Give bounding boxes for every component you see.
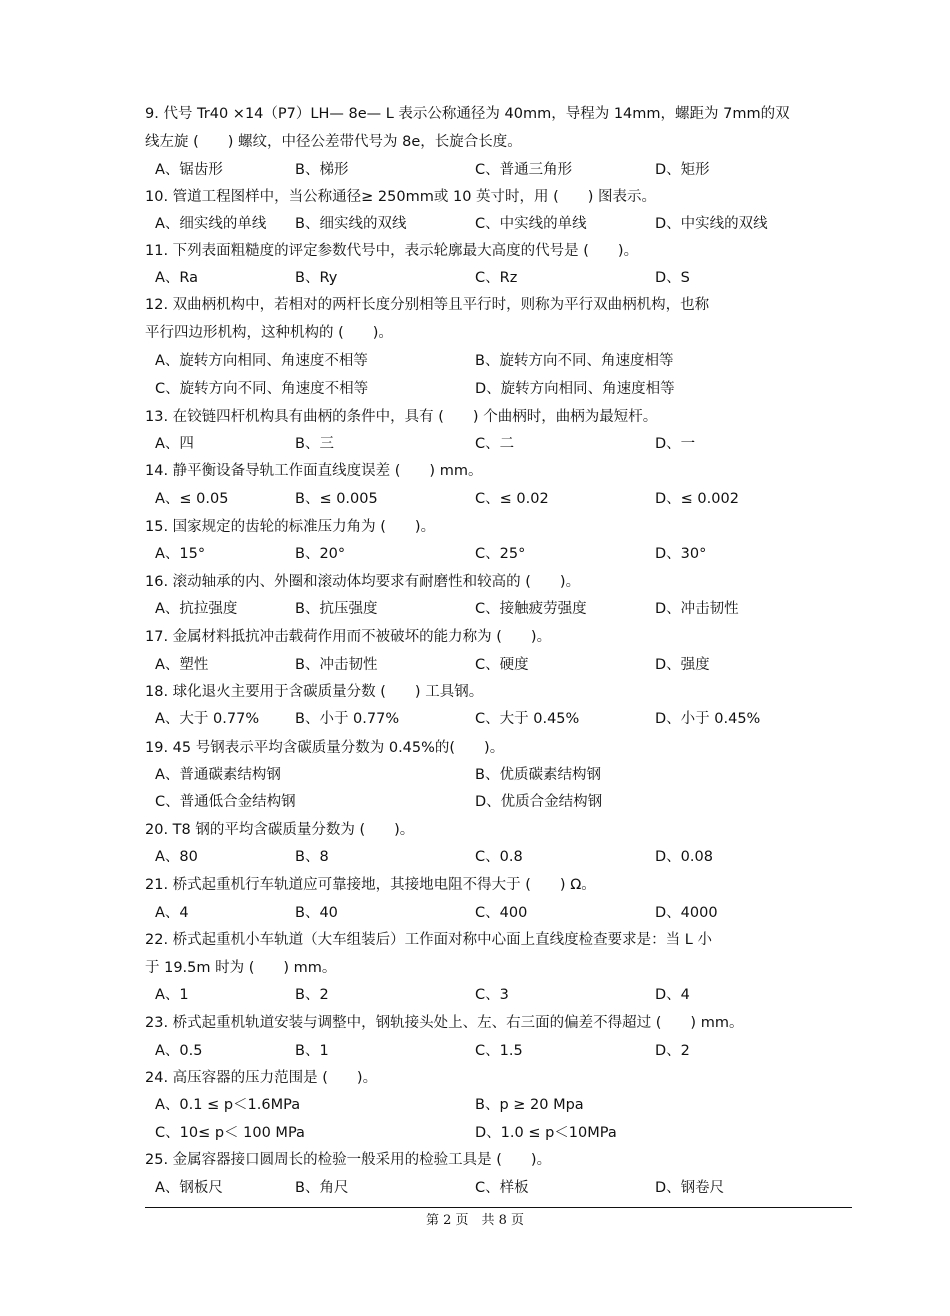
- question-text: . 桥式起重机小车轨道（大车组装后）工作面对称中心面上直线度检查要求是：当 L 小: [163, 932, 712, 948]
- question-17-options-row: [145, 654, 857, 676]
- question-number: 19: [145, 740, 164, 756]
- question-text: . 静平衡设备导轨工作面直线度误差 ( ) mm。: [163, 463, 483, 479]
- question-19-stem: [145, 737, 857, 759]
- answer-option: C、Rz: [475, 270, 518, 286]
- question-24-options-row: [145, 1094, 857, 1116]
- question-9-options-row: [145, 159, 857, 181]
- question-text: . 下列表面粗糙度的评定参数代号中，表示轮廓最大高度的代号是 ( )。: [163, 243, 639, 259]
- question-number: 17: [145, 629, 164, 645]
- question-text-continued: 于 19.5m 时为 ( ) mm。: [145, 960, 337, 976]
- question-text: . 45 号钢表示平均含碳质量分数为 0.45%的( )。: [163, 740, 505, 756]
- question-21-stem: [145, 874, 857, 896]
- question-24-stem: [145, 1067, 857, 1089]
- question-11-stem: [145, 240, 857, 262]
- question-text: . 桥式起重机行车轨道应可靠接地，其接地电阻不得大于 ( ) Ω。: [163, 877, 596, 893]
- answer-option: B、细实线的双线: [295, 216, 407, 232]
- question-text: . 金属材料抵抗冲击载荷作用而不被破坏的能力称为 ( )。: [163, 629, 552, 645]
- answer-option: B、2: [295, 987, 329, 1003]
- answer-option: C、0.8: [475, 849, 523, 865]
- question-18-stem: [145, 681, 857, 703]
- answer-option: D、冲击韧性: [655, 601, 739, 617]
- answer-option: A、0.5: [155, 1043, 203, 1059]
- answer-option: B、Ry: [295, 270, 338, 286]
- question-22-stem: [145, 929, 857, 951]
- answer-option: A、四: [155, 436, 194, 452]
- answer-option: B、优质碳素结构钢: [475, 767, 601, 783]
- question-21-options-row: [145, 902, 857, 924]
- question-text: . 双曲柄机构中，若相对的两杆长度分别相等且平行时，则称为平行双曲柄机构，也称: [163, 297, 710, 313]
- answer-option: C、硬度: [475, 657, 529, 673]
- question-15-stem: [145, 516, 857, 538]
- answer-option: A、15°: [155, 546, 206, 562]
- question-15-options-row: [145, 543, 857, 565]
- question-12-options-row: [145, 350, 857, 372]
- question-9-stem: [145, 103, 857, 125]
- answer-option: B、20°: [295, 546, 346, 562]
- question-number: 14: [145, 463, 164, 479]
- question-number: 23: [145, 1015, 164, 1031]
- question-number: 18: [145, 684, 164, 700]
- question-23-stem: [145, 1012, 857, 1034]
- question-17-stem: [145, 626, 857, 648]
- question-12-stem: [145, 294, 857, 316]
- question-number: 13: [145, 409, 164, 425]
- answer-option: A、锯齿形: [155, 162, 223, 178]
- answer-option: C、中实线的单线: [475, 216, 587, 232]
- answer-option: A、4: [155, 905, 189, 921]
- answer-option: C、二: [475, 436, 515, 452]
- answer-option: D、钢卷尺: [655, 1180, 725, 1196]
- answer-option: A、旋转方向相同、角速度不相等: [155, 353, 368, 369]
- answer-option: D、0.08: [655, 849, 713, 865]
- question-text: . 管道工程图样中，当公称通径≥ 250mm或 10 英寸时，用 ( ) 图表示。: [163, 189, 657, 205]
- answer-option: B、冲击韧性: [295, 657, 378, 673]
- answer-option: A、大于 0.77%: [155, 711, 260, 727]
- question-25-options-row: [145, 1177, 857, 1199]
- answer-option: D、优质合金结构钢: [475, 794, 603, 810]
- question-23-options-row: [145, 1040, 857, 1062]
- answer-option: C、400: [475, 905, 528, 921]
- question-18-options-row: [145, 708, 857, 730]
- question-number: 24: [145, 1070, 164, 1086]
- answer-option: A、Ra: [155, 270, 199, 286]
- answer-option: D、强度: [655, 657, 710, 673]
- answer-option: D、小于 0.45%: [655, 711, 761, 727]
- answer-option: D、中实线的双线: [655, 216, 768, 232]
- answer-option: A、普通碳素结构钢: [155, 767, 281, 783]
- question-number: 20: [145, 822, 164, 838]
- answer-option: A、80: [155, 849, 198, 865]
- answer-option: D、30°: [655, 546, 707, 562]
- question-24-options-row: [145, 1122, 857, 1144]
- answer-option: B、抗压强度: [295, 601, 378, 617]
- answer-option: A、塑性: [155, 657, 209, 673]
- question-number: 16: [145, 574, 164, 590]
- question-14-options-row: [145, 488, 857, 510]
- answer-option: B、8: [295, 849, 329, 865]
- question-11-options-row: [145, 267, 857, 289]
- answer-option: D、S: [655, 270, 690, 286]
- question-text: . 在铰链四杆机构具有曲柄的条件中，具有 ( ) 个曲柄时，曲柄为最短杆。: [163, 409, 658, 425]
- question-25-stem: [145, 1149, 857, 1171]
- answer-option: D、矩形: [655, 162, 710, 178]
- answer-option: B、梯形: [295, 162, 349, 178]
- answer-option: B、1: [295, 1043, 329, 1059]
- answer-option: A、细实线的单线: [155, 216, 267, 232]
- answer-option: A、0.1 ≤ p＜1.6MPa: [155, 1097, 301, 1113]
- question-number: 10: [145, 189, 164, 205]
- question-9-stem-continued: [145, 131, 857, 153]
- question-16-stem: [145, 571, 857, 593]
- question-text-continued: 线左旋 ( ) 螺纹，中径公差带代号为 8e，长旋合长度。: [145, 134, 522, 150]
- question-number: 21: [145, 877, 164, 893]
- answer-option: D、4000: [655, 905, 718, 921]
- answer-option: B、三: [295, 436, 334, 452]
- answer-option: C、3: [475, 987, 509, 1003]
- answer-option: B、p ≥ 20 Mpa: [475, 1097, 584, 1113]
- answer-option: C、接触疲劳强度: [475, 601, 587, 617]
- question-10-stem: [145, 186, 857, 208]
- question-13-stem: [145, 406, 857, 428]
- answer-option: B、小于 0.77%: [295, 711, 400, 727]
- answer-option: C、≤ 0.02: [475, 491, 549, 507]
- answer-option: C、样板: [475, 1180, 529, 1196]
- answer-option: A、1: [155, 987, 189, 1003]
- answer-option: C、25°: [475, 546, 526, 562]
- question-text: . 球化退火主要用于含碳质量分数 ( ) 工具钢。: [163, 684, 484, 700]
- question-14-stem: [145, 460, 857, 482]
- question-22-stem-continued: [145, 957, 857, 979]
- answer-option: A、抗拉强度: [155, 601, 238, 617]
- question-number: 15: [145, 519, 164, 535]
- question-20-options-row: [145, 846, 857, 868]
- page-footer: 第 2 页 共 8 页: [425, 1213, 525, 1228]
- question-10-options-row: [145, 213, 857, 235]
- question-number: 12: [145, 297, 164, 313]
- answer-option: B、40: [295, 905, 338, 921]
- answer-option: A、钢板尺: [155, 1180, 223, 1196]
- question-12-stem-continued: [145, 322, 857, 344]
- question-number: 22: [145, 932, 164, 948]
- answer-option: C、1.5: [475, 1043, 523, 1059]
- question-22-options-row: [145, 984, 857, 1006]
- answer-option: C、大于 0.45%: [475, 711, 580, 727]
- answer-option: D、1.0 ≤ p＜10MPa: [475, 1125, 617, 1141]
- question-text: . 桥式起重机轨道安装与调整中，钢轨接头处上、左、右三面的偏差不得超过 ( ) mm。: [163, 1015, 744, 1031]
- answer-option: D、≤ 0.002: [655, 491, 739, 507]
- answer-option: C、10≤ p＜ 100 MPa: [155, 1125, 305, 1141]
- answer-option: D、4: [655, 987, 690, 1003]
- question-12-options-row: [145, 378, 857, 400]
- question-number: 25: [145, 1152, 164, 1168]
- question-13-options-row: [145, 433, 857, 455]
- question-20-stem: [145, 819, 857, 841]
- question-19-options-row: [145, 791, 857, 813]
- answer-option: B、旋转方向不同、角速度相等: [475, 353, 674, 369]
- answer-option: D、2: [655, 1043, 690, 1059]
- question-number: 11: [145, 243, 164, 259]
- question-19-options-row: [145, 764, 857, 786]
- answer-option: D、旋转方向相同、角速度相等: [475, 381, 675, 397]
- question-text: . 国家规定的齿轮的标准压力角为 ( )。: [163, 519, 436, 535]
- question-text: . 金属容器接口圆周长的检验一般采用的检验工具是 ( )。: [163, 1152, 552, 1168]
- footer-divider: [145, 1207, 852, 1208]
- question-text: . 高压容器的压力范围是 ( )。: [163, 1070, 378, 1086]
- question-text: . 代号 Tr40 ×14（P7）LH— 8e— L 表示公称通径为 40mm，导程为 14mm，螺距为 7mm的双: [154, 106, 790, 122]
- answer-option: C、普通低合金结构钢: [155, 794, 296, 810]
- question-text: . 滚动轴承的内、外圈和滚动体均要求有耐磨性和较高的 ( )。: [163, 574, 581, 590]
- answer-option: B、角尺: [295, 1180, 349, 1196]
- question-text: . T8 钢的平均含碳质量分数为 ( )。: [163, 822, 415, 838]
- answer-option: B、≤ 0.005: [295, 491, 378, 507]
- question-number: 9: [145, 106, 155, 122]
- answer-option: C、旋转方向不同、角速度不相等: [155, 381, 369, 397]
- answer-option: C、普通三角形: [475, 162, 573, 178]
- question-text-continued: 平行四边形机构，这种机构的 ( )。: [145, 325, 393, 341]
- answer-option: D、一: [655, 436, 696, 452]
- answer-option: A、≤ 0.05: [155, 491, 229, 507]
- question-16-options-row: [145, 598, 857, 620]
